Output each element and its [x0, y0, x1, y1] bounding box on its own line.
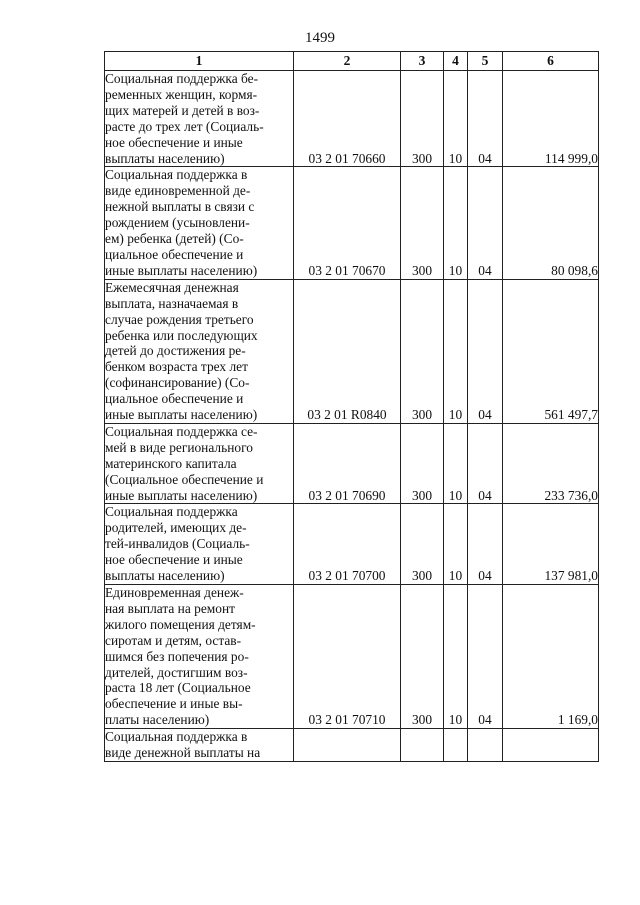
row-subsection [468, 729, 503, 762]
row-subsection: 04 [468, 71, 503, 167]
column-header-6: 6 [503, 52, 599, 71]
description-line: иные выплаты населению) [105, 262, 258, 278]
row-expense-type: 300 [401, 504, 444, 585]
row-subsection: 04 [468, 585, 503, 729]
description-line: ное обеспечение и иные [105, 552, 243, 568]
description-line: Социальная поддержка в [105, 167, 248, 183]
row-description [105, 423, 294, 504]
description-line: выплата, назначаемая в [105, 295, 239, 311]
description-line: Единовременная денеж- [105, 585, 244, 600]
row-amount: 233 736,0 [503, 423, 599, 504]
row-expense-type: 300 [401, 279, 444, 423]
description-line: Социальная поддержка в [105, 729, 248, 745]
description-line: Ежемесячная денежная [105, 279, 239, 295]
table-row [105, 504, 599, 585]
row-code [294, 729, 401, 762]
row-description [105, 729, 294, 762]
row-section: 10 [444, 585, 468, 729]
column-header-3: 3 [401, 52, 444, 71]
description-line: бенком возраста трех лет [105, 359, 248, 375]
description-line: платы населению) [105, 712, 210, 728]
row-amount [503, 729, 599, 762]
description-line: жилого помещения детям- [105, 616, 256, 632]
row-description [105, 71, 294, 167]
row-amount: 561 497,7 [503, 279, 599, 423]
column-header-2: 2 [294, 52, 401, 71]
description-line: расте до трех лет (Социаль- [105, 118, 264, 134]
description-line: тей-инвалидов (Социаль- [105, 536, 250, 552]
description-line: случае рождения третьего [105, 311, 254, 327]
description-line: виде единовременной де- [105, 183, 251, 199]
table-row [105, 167, 599, 279]
description-line: нежной выплаты в связи с [105, 199, 255, 215]
column-header-1: 1 [105, 52, 294, 71]
row-expense-type: 300 [401, 167, 444, 279]
description-line: иные выплаты населению) [105, 487, 258, 503]
description-line: иные выплаты населению) [105, 407, 258, 423]
budget-table [104, 51, 599, 762]
row-subsection: 04 [468, 279, 503, 423]
description-line: материнского капитала [105, 455, 237, 471]
row-section [444, 729, 468, 762]
description-line: Социальная поддержка [105, 504, 238, 520]
row-section: 10 [444, 423, 468, 504]
row-subsection: 04 [468, 504, 503, 585]
description-line: ем) ребенка (детей) (Со- [105, 231, 244, 247]
table-row [105, 729, 599, 762]
description-line: (Социальное обеспечение и [105, 471, 264, 487]
row-section: 10 [444, 71, 468, 167]
row-section: 10 [444, 167, 468, 279]
description-line: выплаты населению) [105, 150, 225, 166]
table-body [105, 71, 599, 762]
row-expense-type: 300 [401, 423, 444, 504]
row-expense-type [401, 729, 444, 762]
row-section: 10 [444, 504, 468, 585]
row-code: 03 2 01 70660 [294, 71, 401, 167]
row-subsection: 04 [468, 167, 503, 279]
row-description [105, 504, 294, 585]
column-header-4: 4 [444, 52, 468, 71]
description-line: детей до достижения ре- [105, 343, 246, 359]
table-row [105, 71, 599, 167]
description-line: циальное обеспечение и [105, 246, 244, 262]
description-line: ременных женщин, кормя- [105, 86, 258, 102]
row-subsection: 04 [468, 423, 503, 504]
row-code: 03 2 01 R0840 [294, 279, 401, 423]
row-amount: 80 098,6 [503, 167, 599, 279]
description-line: родителей, имеющих де- [105, 520, 247, 536]
description-line: рождением (усыновлени- [105, 215, 250, 231]
description-line: дителей, достигшим воз- [105, 664, 248, 680]
description-line: щих матерей и детей в воз- [105, 102, 260, 118]
table-header-row [105, 52, 599, 71]
description-line: Социальная поддержка бе- [105, 71, 259, 86]
description-line: Социальная поддержка се- [105, 423, 258, 439]
column-header-5: 5 [468, 52, 503, 71]
row-amount: 1 169,0 [503, 585, 599, 729]
row-description [105, 279, 294, 423]
description-line: ное обеспечение и иные [105, 134, 243, 150]
row-code: 03 2 01 70670 [294, 167, 401, 279]
description-line: шимся без попечения ро- [105, 648, 249, 664]
description-line: циальное обеспечение и [105, 391, 244, 407]
row-description [105, 585, 294, 729]
description-line: ребенка или последующих [105, 327, 258, 343]
row-expense-type: 300 [401, 585, 444, 729]
row-code: 03 2 01 70690 [294, 423, 401, 504]
description-line: (софинансирование) (Со- [105, 375, 250, 391]
page-number: 1499 [305, 30, 335, 46]
description-line: ная выплата на ремонт [105, 600, 235, 616]
description-line: раста 18 лет (Социальное [105, 680, 251, 696]
description-line: сиротам и детям, остав- [105, 632, 242, 648]
row-code: 03 2 01 70700 [294, 504, 401, 585]
row-expense-type: 300 [401, 71, 444, 167]
row-amount: 137 981,0 [503, 504, 599, 585]
description-line: мей в виде регионального [105, 439, 253, 455]
row-section: 10 [444, 279, 468, 423]
description-line: выплаты населению) [105, 568, 225, 584]
table-row [105, 585, 599, 729]
description-line: обеспечение и иные вы- [105, 696, 243, 712]
row-amount: 114 999,0 [503, 71, 599, 167]
description-line: виде денежной выплаты на [105, 745, 261, 761]
row-code: 03 2 01 70710 [294, 585, 401, 729]
row-description [105, 167, 294, 279]
table-row [105, 279, 599, 423]
table-row [105, 423, 599, 504]
